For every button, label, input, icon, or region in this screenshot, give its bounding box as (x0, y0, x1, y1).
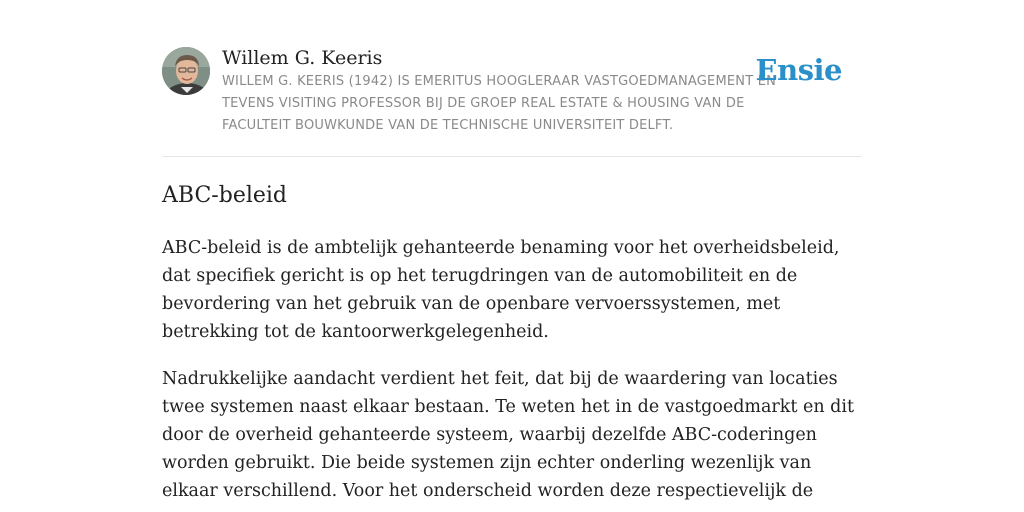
author-name[interactable]: Willem G. Keeris (222, 47, 383, 69)
article (162, 178, 862, 512)
author-bio: WILLEM G. KEERIS (1942) IS EMERITUS HOOGLERAAR VASTGOEDMANAGEMENT EN TEVENS VISITING PROFESSOR BIJ DE GROEP REAL ESTATE & HOUSING VAN DE FACULTEIT BOUWKUNDE VAN DE TECHNISCHE UNIVERSITEIT DELFT. (222, 74, 777, 133)
author-info (222, 44, 782, 137)
article-paragraph: ABC-beleid is de ambtelijk gehanteerde benaming voor het overheidsbeleid, dat specifiek gericht is op het terugdringen van de automobiliteit en de bevordering van het gebruik van de openbare vervoerssystemen, met betrekking tot de kantoorwerkgelegenheid. (162, 238, 840, 342)
author-header (162, 44, 862, 157)
article-paragraph: Nadrukkelijke aandacht verdient het feit, dat bij de waardering van locaties twee systemen naast elkaar bestaan. Te weten het in de vastgoedmarkt en dit door de overheid gehanteerde systeem, waarbij dezelfde ABC-coderingen worden gebruikt. Die beide systemen zijn echter onderling wezenlijk van elkaar verschillend. Voor het onderscheid worden deze respectievelijk de (162, 369, 855, 501)
author-avatar[interactable] (162, 47, 210, 95)
brand-logo[interactable]: Ensie (755, 53, 842, 87)
portrait-icon (162, 47, 210, 95)
article-title: ABC-beleid (162, 183, 288, 208)
